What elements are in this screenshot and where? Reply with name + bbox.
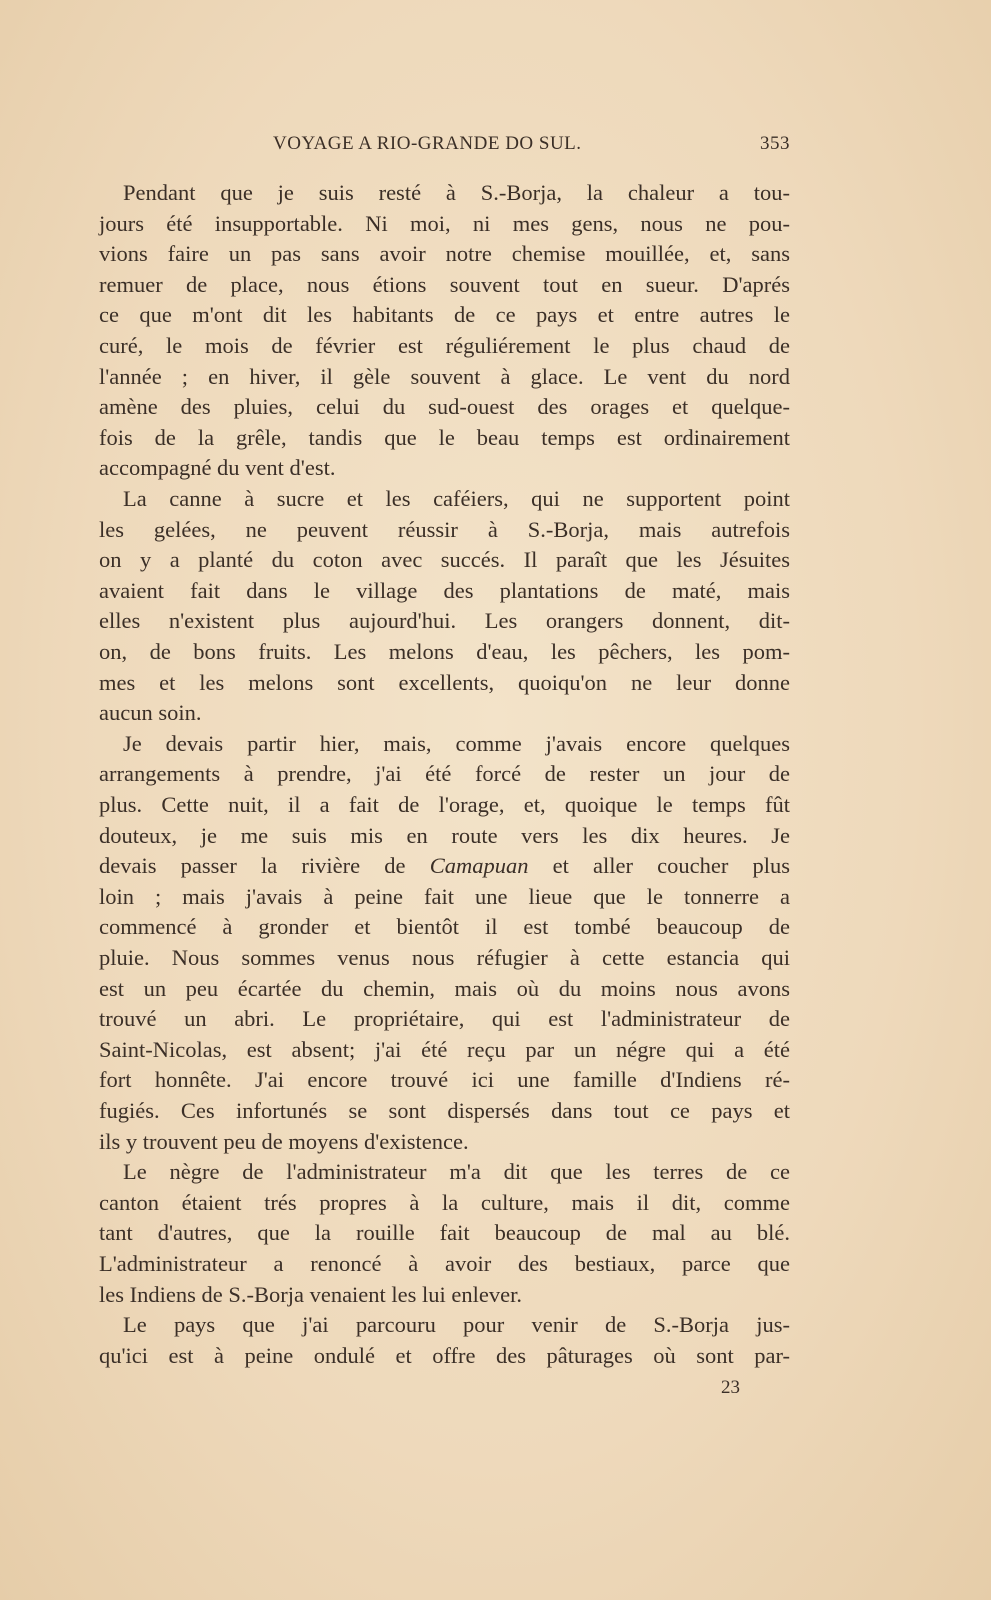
text-line: fugiés. Ces infortunés se sont dispersés dans tout ce pays et [99,1098,790,1123]
text-line: commencé à gronder et bientôt il est tombé beaucoup de [99,914,790,940]
text-line: amène des pluies, celui du sud-ouest des orages et quelque- [99,394,790,420]
page-number: 353 [760,133,790,154]
signature-mark: 23 [721,1377,740,1398]
text-line: fort honnête. J'ai encore trouvé ici une famille d'Indiens ré- [99,1067,790,1093]
text-line: La canne à sucre et les caféiers, qui ne supportent point [123,486,790,511]
text-line: l'année ; en hiver, il gèle souvent à glace. Le vent du nord [99,363,790,389]
text-line: Saint-Nicolas, est absent; j'ai été reçu par un négre qui a été [99,1036,790,1062]
running-header [99,133,790,159]
text-line: tant d'autres, que la rouille fait beaucoup de mal au blé. [99,1220,790,1246]
text-line: fois de la grêle, tandis que le beau temps est ordinairement [99,424,790,450]
text-line: pluie. Nous sommes venus nous réfugier à cette estancia qui [99,945,790,970]
text-line: Pendant que je suis resté à S.-Borja, la chaleur a tou- [123,180,790,205]
text-line: jours été insupportable. Ni moi, ni mes gens, nous ne pou- [99,210,790,236]
text-line: les Indiens de S.-Borja venaient les lui enlever. [99,1281,523,1307]
text-line: ce que m'ont dit les habitants de ce pays et entre autres le [99,302,790,328]
text-line: avaient fait dans le village des plantations de maté, mais [99,577,790,603]
text-line: arrangements à prendre, j'ai été forcé de rester un jour de [99,761,790,787]
text-line: est un peu écartée du chemin, mais où du moins nous avons [99,975,790,1001]
text-line: loin ; mais j'avais à peine fait une lieue que le tonnerre a [99,883,790,909]
text-line: Le pays que j'ai parcouru pour venir de S.-Borja jus- [123,1312,790,1338]
text-line: accompagné du vent d'est. [99,455,336,481]
text-line: trouvé un abri. Le propriétaire, qui est l'administrateur de [99,1006,790,1032]
text-line: douteux, je me suis mis en route vers les dix heures. Je [99,822,790,848]
text-line: les gelées, ne peuvent réussir à S.-Borja, mais autrefois [99,516,790,542]
text-segment: devais passer la rivière de [99,853,430,879]
text-line: L'administrateur a renoncé à avoir des bestiaux, parce que [99,1251,790,1276]
text-line: elles n'existent plus aujourd'hui. Les orangers donnent, dit- [99,608,790,634]
text-line: curé, le mois de février est réguliérement le plus chaud de [99,333,790,358]
text-line: canton étaient trés propres à la culture, mais il dit, comme [99,1189,790,1215]
text-line: on y a planté du coton avec succés. Il paraît que les Jésuites [99,547,790,573]
text-line: plus. Cette nuit, il a fait de l'orage, et, quoique le temps fût [99,792,790,817]
text-line: on, de bons fruits. Les melons d'eau, les pêchers, les pom- [99,639,790,664]
text-line: Le nègre de l'administrateur m'a dit que les terres de ce [123,1159,790,1185]
text-line: ils y trouvent peu de moyens d'existence. [99,1128,469,1154]
text-line [99,851,790,881]
text-line: qu'ici est à peine ondulé et offre des pâturages où sont par- [99,1342,790,1368]
text-line: vions faire un pas sans avoir notre chemise mouillée, et, sans [99,241,790,267]
running-title: VOYAGE A RIO-GRANDE DO SUL. [273,133,582,154]
text-line: Je devais partir hier, mais, comme j'avais encore quelques [123,730,790,756]
text-segment: et aller coucher plus [528,853,790,879]
text-line: mes et les melons sont excellents, quoiqu'on ne leur donne [99,669,790,695]
text-line: aucun soin. [99,700,202,726]
text-line: remuer de place, nous étions souvent tout en sueur. D'aprés [99,271,790,297]
italic-text: Camapuan [429,853,529,879]
